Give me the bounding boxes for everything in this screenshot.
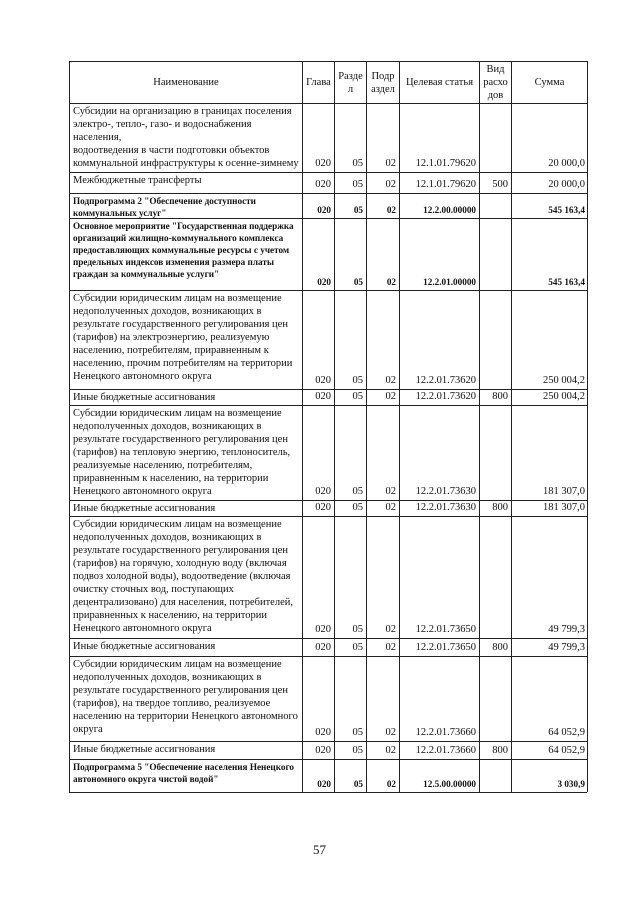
cell-vid [479,500,511,516]
row-vid: 800 [492,745,508,756]
row-sum: 64 052,9 [548,727,585,738]
row-sum: 49 799,3 [548,624,585,635]
row-target: 12.1.01.79620 [415,179,476,190]
cell-razdel [334,500,366,516]
cell-name [69,405,302,500]
cell-sum [511,389,587,405]
row-name: Иные бюджетные ассигнования [73,641,216,652]
row-sum: 545 163,4 [548,205,585,215]
cell-target [399,516,479,638]
row-sum: 181 307,0 [543,486,585,497]
cell-glava [302,741,334,759]
cell-name [69,500,302,516]
cell-podrazdel [366,638,399,656]
row-podrazdel: 02 [385,727,396,738]
cell-podrazdel [366,741,399,759]
row-name: Основное мероприятие "Государственная поддержка организаций жилищно-коммунального комплекса предоставляющих коммунальные ресурсы с учетом предельных индексов изменения размера платы граждан за коммунальные услуги" [73,221,294,279]
cell-target [399,103,479,172]
row-name: Субсидии юридическим лицам на возмещение недополученных доходов, возникающих в результате государственного регулирования цен (тарифов) на тепловую энергию, теплоноситель, реализуемые населению, потребителям, приравненным к населению, на территории Ненецкого автономного округа [73,408,291,497]
cell-name [69,516,302,638]
row-razdel: 05 [352,391,363,402]
cell-target [399,656,479,741]
cell-target [399,389,479,405]
cell-vid [479,638,511,656]
row-name: Иные бюджетные ассигнования [73,392,216,403]
row-podrazdel: 02 [385,624,396,635]
cell-podrazdel [366,193,399,218]
cell-target [399,405,479,500]
cell-glava [302,290,334,389]
header-podrazdel [366,61,399,103]
cell-target [399,172,479,193]
row-razdel: 05 [352,158,363,169]
row-glava: 020 [315,745,331,756]
cell-name [69,103,302,172]
row-name: Субсидии на организацию в границах поселения электро-, тепло-, газо- и водоснабжения населения, водоотведения в части подготовки объектов коммунальной инфраструктуры к осенне-зимнему [73,106,299,169]
cell-podrazdel [366,389,399,405]
row-podrazdel: 02 [385,391,396,402]
row-sum: 181 307,0 [543,502,585,513]
cell-sum [511,405,587,500]
header-name [69,61,302,103]
row-name: Субсидии юридическим лицам на возмещение недополученных доходов, возникающих в результате государственного регулирования цен (тарифов) на электроэнергию, реализуемую населению, потребителям, приравненным к населению, прочим потребителям на территории Ненецкого автономного округа [73,293,293,382]
cell-name [69,638,302,656]
row-razdel: 05 [352,375,363,386]
cell-podrazdel [366,103,399,172]
row-target: 12.5.00.00000 [423,779,476,789]
row-target: 12.2.01.73630 [415,502,476,513]
cell-name [69,759,302,792]
row-glava: 020 [315,391,331,402]
row-name: Иные бюджетные ассигнования [73,744,216,755]
cell-target [399,218,479,290]
row-razdel: 05 [353,205,363,215]
cell-podrazdel [366,656,399,741]
row-glava: 020 [315,502,331,513]
cell-podrazdel [366,172,399,193]
cell-vid [479,193,511,218]
cell-sum [511,656,587,741]
row-glava: 020 [315,486,331,497]
row-sum: 545 163,4 [548,277,585,287]
cell-sum [511,741,587,759]
cell-target [399,500,479,516]
cell-sum [511,759,587,792]
row-target: 12.2.01.73650 [415,624,476,635]
cell-glava [302,759,334,792]
cell-razdel [334,405,366,500]
cell-podrazdel [366,759,399,792]
row-razdel: 05 [352,745,363,756]
row-sum: 250 004,2 [543,391,585,402]
row-target: 12.2.01.73620 [415,375,476,386]
cell-razdel [334,759,366,792]
cell-podrazdel [366,500,399,516]
row-target: 12.2.01.00000 [423,277,476,287]
cell-razdel [334,389,366,405]
row-target: 12.2.01.73630 [415,486,476,497]
row-target: 12.2.01.73620 [415,391,476,402]
row-sum: 49 799,3 [548,642,585,653]
row-name: Подпрограмма 2 "Обеспечение доступности коммунальных услуг" [73,196,256,218]
row-glava: 020 [317,277,331,287]
row-name: Субсидии юридическим лицам на возмещение недополученных доходов, возникающих в результате государственного регулирования цен (тарифов), на твердое топливо, реализуемое населению на территории Ненецкого автономного округа [73,659,298,735]
header-name-label: Наименование [153,77,219,88]
row-razdel: 05 [352,486,363,497]
row-podrazdel: 02 [385,502,396,513]
cell-vid [479,218,511,290]
cell-glava [302,172,334,193]
cell-name [69,389,302,405]
cell-glava [302,405,334,500]
row-name: Подпрограмма 5 "Обеспечение населения Ненецкого автономного округа чистой водой" [73,762,295,784]
row-name: Иные бюджетные ассигнования [73,503,216,514]
header-glava [302,61,334,103]
cell-name [69,656,302,741]
cell-sum [511,638,587,656]
row-glava: 020 [317,779,331,789]
row-podrazdel: 02 [385,642,396,653]
cell-razdel [334,290,366,389]
cell-vid [479,290,511,389]
cell-name [69,290,302,389]
cell-razdel [334,193,366,218]
header-glava-label: Глава [306,77,331,88]
cell-glava [302,193,334,218]
cell-vid [479,516,511,638]
row-glava: 020 [315,158,331,169]
row-vid: 800 [492,502,508,513]
row-sum: 64 052,9 [548,745,585,756]
row-name: Межбюджетные трансферты [73,175,202,186]
cell-vid [479,741,511,759]
table-right-border [587,61,588,792]
header-sum-label: Сумма [534,77,565,88]
header-sum [511,61,587,103]
header-vid [479,61,511,103]
cell-target [399,741,479,759]
cell-glava [302,638,334,656]
cell-razdel [334,516,366,638]
row-target: 12.2.00.00000 [423,205,476,215]
cell-razdel [334,172,366,193]
cell-sum [511,172,587,193]
row-podrazdel: 02 [385,745,396,756]
row-razdel: 05 [353,277,363,287]
cell-podrazdel [366,405,399,500]
cell-razdel [334,218,366,290]
cell-sum [511,218,587,290]
row-podrazdel: 02 [386,779,396,789]
cell-vid [479,656,511,741]
row-sum: 250 004,2 [543,375,585,386]
cell-vid [479,405,511,500]
cell-target [399,638,479,656]
cell-razdel [334,656,366,741]
header-razdel [334,61,366,103]
cell-glava [302,389,334,405]
cell-target [399,290,479,389]
header-podrazdel-label: Подр аздел [371,70,395,95]
row-glava: 020 [315,727,331,738]
row-target: 12.2.01.73660 [415,727,476,738]
cell-glava [302,500,334,516]
row-podrazdel: 02 [385,158,396,169]
cell-podrazdel [366,218,399,290]
row-vid: 800 [492,391,508,402]
page-number: 57 [313,842,326,857]
row-glava: 020 [315,642,331,653]
cell-sum [511,103,587,172]
row-podrazdel: 02 [386,277,396,287]
table-bottom-border [69,792,587,793]
row-glava: 020 [315,179,331,190]
row-glava: 020 [315,375,331,386]
cell-name [69,193,302,218]
row-razdel: 05 [353,779,363,789]
cell-podrazdel [366,516,399,638]
cell-glava [302,103,334,172]
header-vid-label: Вид расхо дов [483,64,508,101]
cell-glava [302,516,334,638]
cell-sum [511,500,587,516]
row-glava: 020 [317,205,331,215]
row-sum: 20 000,0 [548,158,585,169]
row-podrazdel: 02 [386,205,396,215]
cell-target [399,759,479,792]
row-vid: 500 [492,179,508,190]
cell-vid [479,103,511,172]
row-target: 12.2.01.73660 [415,745,476,756]
cell-glava [302,218,334,290]
row-name: Субсидии юридическим лицам на возмещение недополученных доходов, возникающих в результате государственного регулирования цен (тарифов) на горячую, холодную воду (включая подвоз холодной воды), водоотведение (включая очистку сточных вод, поступающих децентрализовано) для населения, потребителей, приравненных к населению, на территории Ненецкого автономного округа [73,519,293,634]
row-podrazdel: 02 [385,375,396,386]
row-target: 12.1.01.79620 [415,158,476,169]
row-target: 12.2.01.73650 [415,642,476,653]
row-razdel: 05 [352,727,363,738]
cell-razdel [334,638,366,656]
cell-sum [511,290,587,389]
row-razdel: 05 [352,179,363,190]
cell-sum [511,193,587,218]
row-vid: 800 [492,642,508,653]
row-podrazdel: 02 [385,179,396,190]
header-target-label: Целевая статья [405,77,474,88]
cell-glava [302,656,334,741]
row-podrazdel: 02 [385,486,396,497]
row-razdel: 05 [352,502,363,513]
cell-vid [479,759,511,792]
row-sum: 3 030,9 [557,779,585,789]
row-sum: 20 000,0 [548,179,585,190]
row-razdel: 05 [352,642,363,653]
row-glava: 020 [315,624,331,635]
row-razdel: 05 [352,624,363,635]
cell-vid [479,389,511,405]
cell-razdel [334,741,366,759]
cell-target [399,193,479,218]
cell-name [69,741,302,759]
cell-vid [479,172,511,193]
cell-podrazdel [366,290,399,389]
cell-name [69,218,302,290]
cell-razdel [334,103,366,172]
header-razdel-label: Разде л [338,70,363,95]
header-target [399,61,479,103]
cell-name [69,172,302,193]
cell-sum [511,516,587,638]
